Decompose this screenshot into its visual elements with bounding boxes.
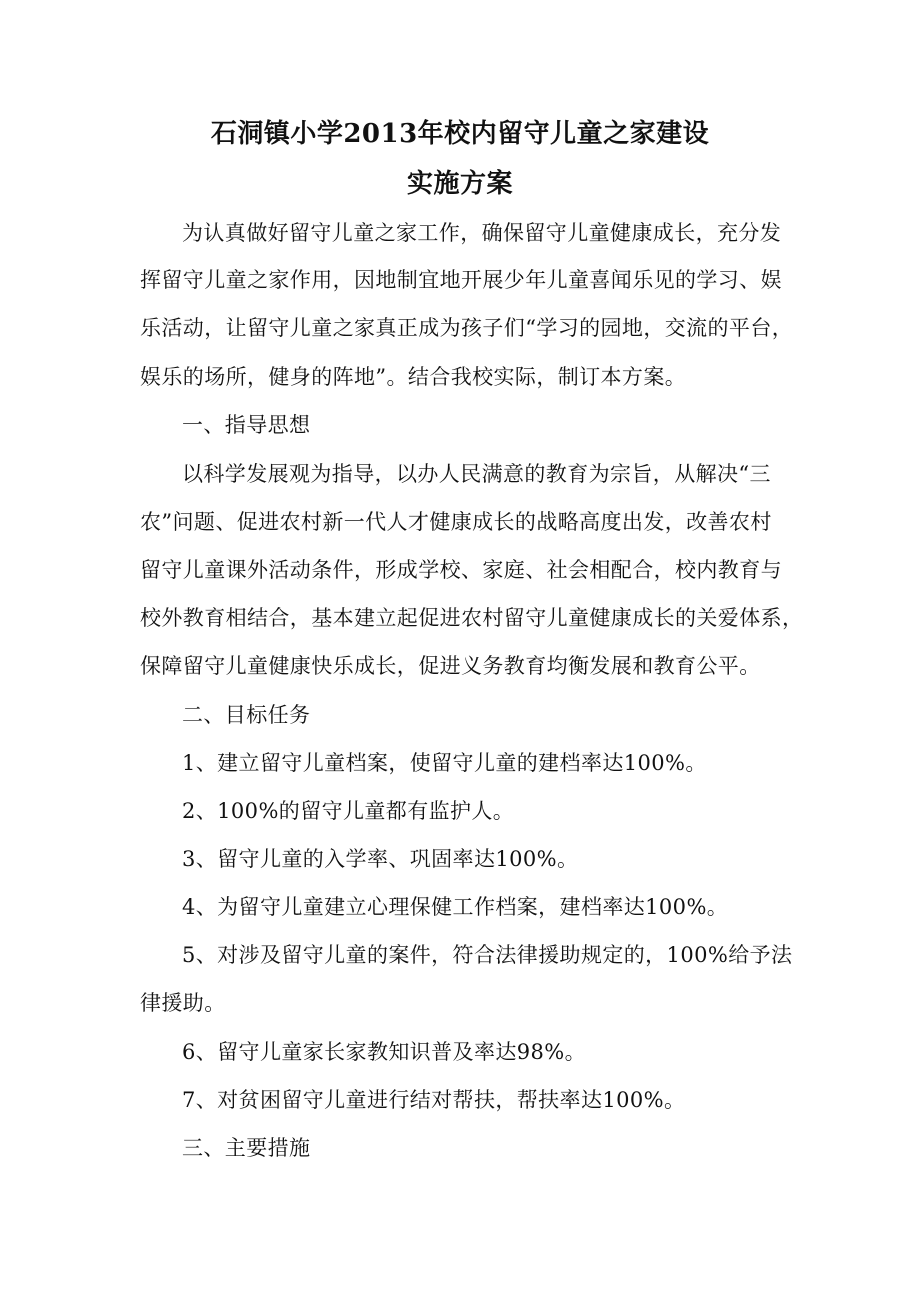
intro-line: 挥留守儿童之家作用，因地制宜地开展少年儿童喜闻乐见的学习、娱	[140, 268, 782, 292]
section1-line: 校外教育相结合，基本建立起促进农村留守儿童健康成长的关爱体系，	[140, 606, 804, 630]
section1-line: 留守儿童课外活动条件，形成学校、家庭、社会相配合，校内教育与	[140, 558, 782, 582]
section-heading-measures: 三、主要措施	[182, 1136, 311, 1160]
section1-line: 保障留守儿童健康快乐成长，促进义务教育均衡发展和教育公平。	[140, 654, 761, 678]
goal-item: 6、留守儿童家长家教知识普及率达98%。	[182, 1040, 587, 1064]
section-heading-guiding-ideology: 一、指导思想	[182, 413, 311, 437]
intro-line: 乐活动，让留守儿童之家真正成为孩子们“学习的园地，交流的平台，	[140, 316, 794, 340]
section-heading-goals: 二、目标任务	[182, 703, 311, 727]
goal-item: 5、对涉及留守儿童的案件，符合法律援助规定的，100%给予法	[182, 943, 793, 967]
intro-line: 娱乐的场所，健身的阵地”。结合我校实际，制订本方案。	[140, 365, 687, 389]
goal-item: 7、对贫困留守儿童进行结对帮扶，帮扶率达100%。	[182, 1088, 686, 1112]
section1-line: 以科学发展观为指导，以办人民满意的教育为宗旨，从解决“三	[182, 462, 771, 486]
document-title: 石洞镇小学2013年校内留守儿童之家建设	[210, 119, 710, 149]
goal-item-continued: 律援助。	[140, 991, 226, 1015]
goal-item: 4、为留守儿童建立心理保健工作档案，建档率达100%。	[182, 895, 729, 919]
document-title-line2: 实施方案	[406, 169, 513, 199]
goal-item: 2、100%的留守儿童都有监护人。	[182, 799, 515, 823]
goal-item: 3、留守儿童的入学率、巩固率达100%。	[182, 847, 579, 871]
goal-item: 1、建立留守儿童档案，使留守儿童的建档率达100%。	[182, 751, 707, 775]
intro-line: 为认真做好留守儿童之家工作，确保留守儿童健康成长，充分发	[182, 221, 782, 245]
section1-line: 农”问题、促进农村新一代人才健康成长的战略高度出发，改善农村	[140, 510, 772, 534]
